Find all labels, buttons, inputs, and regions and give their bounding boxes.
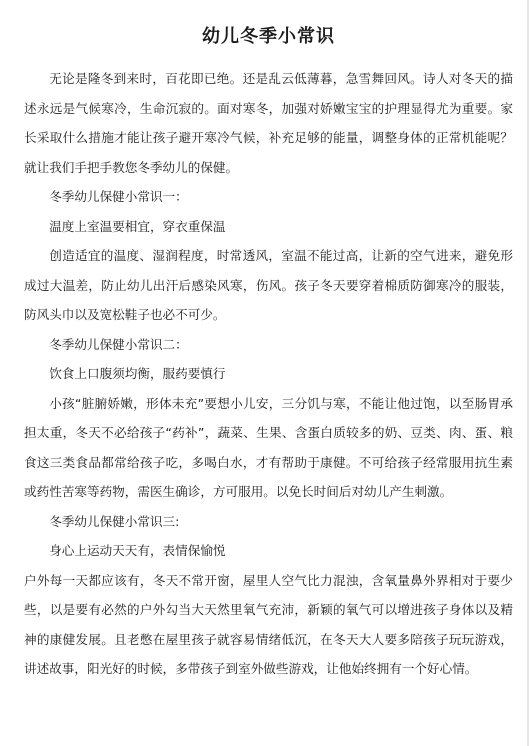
body-paragraph: 身心上运动天天有，表情保愉悦 bbox=[49, 543, 226, 558]
body-paragraph: 温度上室温要相宜，穿衣重保温 bbox=[49, 218, 226, 234]
body-paragraph: 饮食上口腹须均衡，服药要慎行 bbox=[49, 366, 226, 381]
body-paragraph: 冬季幼儿保健小常识二： bbox=[49, 336, 188, 352]
body-paragraph: 冬季幼儿保健小常识三: bbox=[49, 513, 180, 529]
body-paragraph: 创造适宜的温度、湿润程度，时常透风，室温不能过高，让新的空气进来，避免形成过大温差，防止幼儿出汗后感染风寒，伤风。孩子冬天要穿着棉质防御寒冷的服装，防风头巾以及宽松鞋子也必不可少。 bbox=[24, 248, 513, 322]
body-paragraph: 小孩“脏腑娇嫩，形体未充”要想小儿安，三分饥与寒，不能让他过饱，以至肠胃承担太重，冬天不必给孩子“药补”，蔬菜、生果、含蛋白质较多的奶、豆类、肉、蛋、粮食这三类食品都常给孩子吃，多喝白水，才有帮助于康健。不可给孩子经常服用抗生素或药性苦寒等药物，需医生确诊，方可服用。以免长时间后对幼儿产生刺激。 bbox=[24, 395, 513, 499]
body-paragraph: 无论是隆冬到来时，百花即已绝。还是乱云低薄暮，急雪舞回风。诗人对冬天的描述永远是气候寒冷，生命沉寂的。面对寒冬，加强对娇嫩宝宝的护理显得尤为重要。家长采取什么措施才能让孩子避开寒冷气候，补充足够的能量，调整身体的正常机能呢？就让我们手把手教您冬季幼儿的保健。 bbox=[24, 71, 513, 175]
document-title: 幼儿冬季小常识 bbox=[202, 26, 335, 47]
body-paragraph: 冬季幼儿保健小常识一： bbox=[49, 189, 188, 204]
body-paragraph: 户外每一天都应该有，冬天不常开窗，屋里人空气比力混浊，含氧量鼻外界相对于要少些，以是要有必然的户外勾当大天然里氧气充沛，新颖的氧气可以增进孩子身体以及精神的康健发展。且老憋在屋里孩子就容易情绪低沉，在冬天大人要多陪孩子玩玩游戏，讲述故事，阳光好的时候，多带孩子到室外做些游戏，让他始终拥有一个好心情。 bbox=[24, 572, 513, 676]
document-body bbox=[24, 64, 513, 684]
